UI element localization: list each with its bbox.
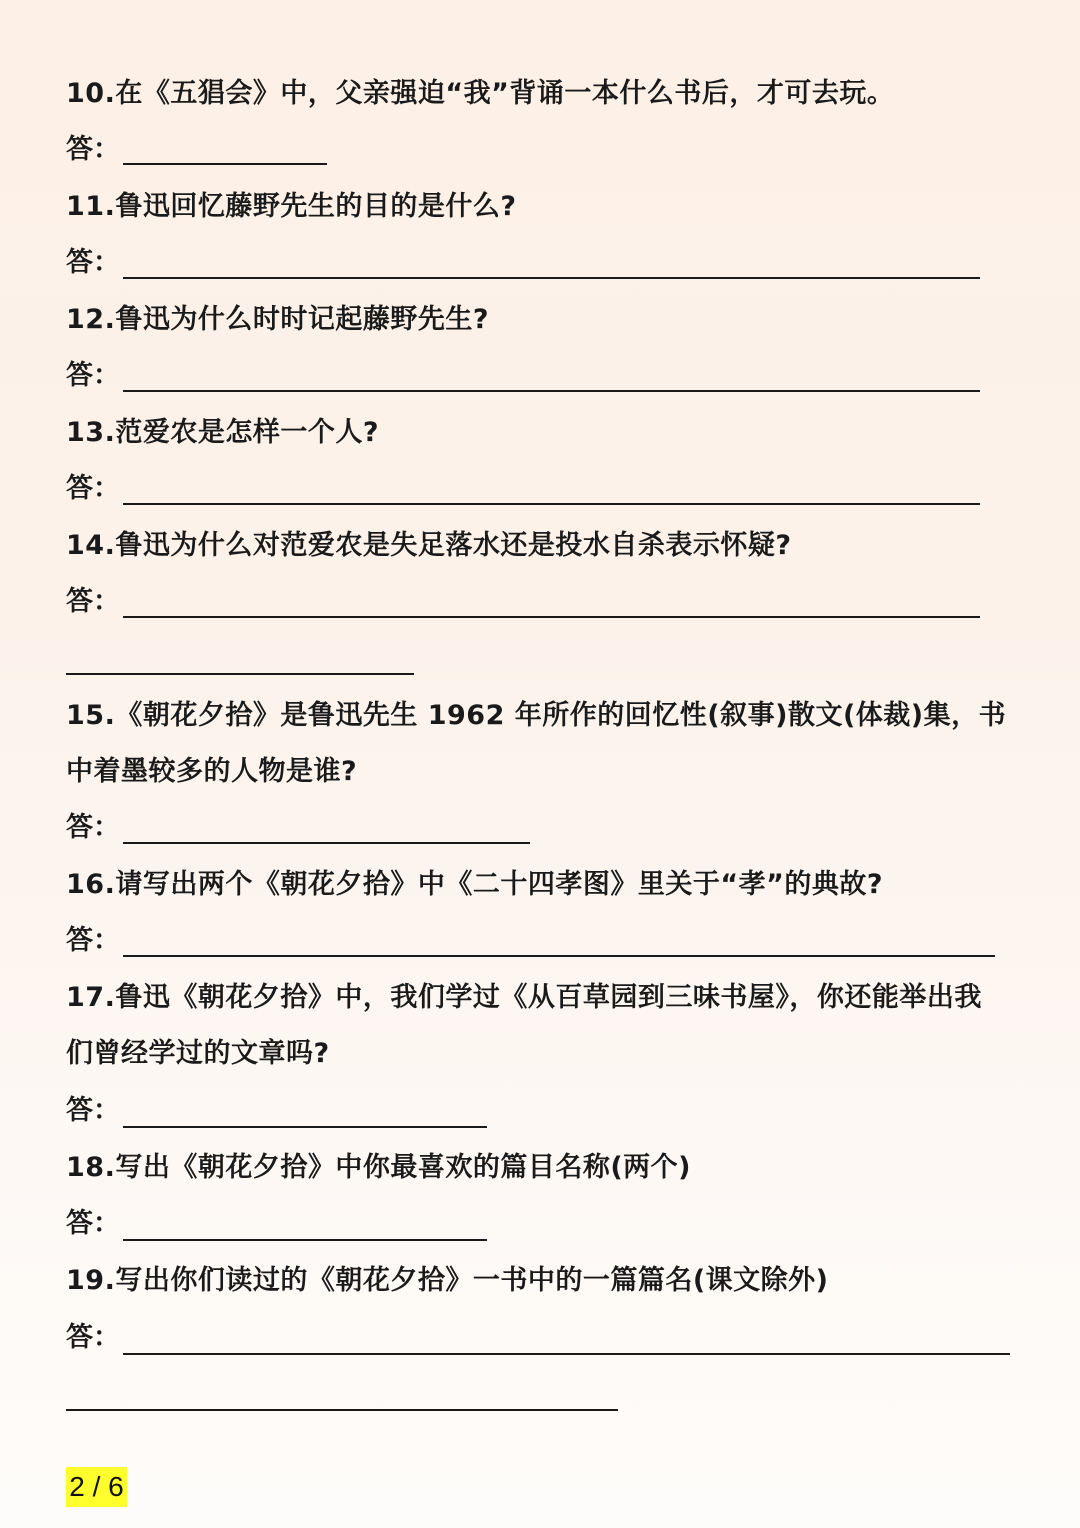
answer-label-11: 答：	[66, 247, 120, 278]
question-11: 11.鲁迅回忆藤野先生的目的是什么?	[66, 191, 517, 222]
question-12: 12.鲁迅为什么时时记起藤野先生?	[66, 304, 489, 335]
question-14: 14.鲁迅为什么对范爱农是失足落水还是投水自杀表示怀疑?	[66, 530, 792, 561]
answer-label-14: 答：	[66, 586, 120, 617]
answer-line-15[interactable]	[123, 842, 530, 844]
answer-label-13: 答：	[66, 473, 120, 504]
answer-line-13[interactable]	[123, 503, 980, 505]
answer-line-18[interactable]	[123, 1239, 487, 1241]
question-19: 19.写出你们读过的《朝花夕拾》一书中的一篇篇名(课文除外)	[66, 1265, 829, 1296]
answer-label-10: 答：	[66, 134, 120, 165]
question-10: 10.在《五猖会》中，父亲强迫“我”背诵一本什么书后，才可去玩。	[66, 78, 895, 109]
question-13: 13.范爱农是怎样一个人?	[66, 417, 379, 448]
answer-label-17: 答：	[66, 1095, 120, 1126]
answer-line-19b[interactable]	[66, 1409, 618, 1411]
answer-line-19a[interactable]	[123, 1353, 1010, 1355]
question-16: 16.请写出两个《朝花夕拾》中《二十四孝图》里关于“孝”的典故?	[66, 869, 883, 900]
answer-label-19: 答：	[66, 1322, 120, 1353]
answer-line-10[interactable]	[123, 163, 327, 165]
answer-line-16[interactable]	[123, 955, 995, 957]
answer-line-14a[interactable]	[123, 616, 980, 618]
question-15-line2: 中着墨较多的人物是谁?	[66, 756, 358, 787]
answer-label-16: 答：	[66, 925, 120, 956]
page-indicator: 2 / 6	[66, 1467, 127, 1507]
answer-label-18: 答：	[66, 1208, 120, 1239]
answer-line-14b[interactable]	[66, 673, 414, 675]
answer-line-17[interactable]	[123, 1126, 487, 1128]
answer-label-12: 答：	[66, 360, 120, 391]
answer-line-11[interactable]	[123, 277, 980, 279]
answer-line-12[interactable]	[123, 390, 980, 392]
answer-label-15: 答：	[66, 812, 120, 843]
question-17-line1: 17.鲁迅《朝花夕拾》中，我们学过《从百草园到三味书屋》，你还能举出我	[66, 982, 982, 1013]
question-18: 18.写出《朝花夕拾》中你最喜欢的篇目名称(两个)	[66, 1152, 692, 1183]
question-15-line1: 15.《朝花夕拾》是鲁迅先生 1962 年所作的回忆性(叙事)散文(体裁)集，书	[66, 700, 1007, 731]
question-17-line2: 们曾经学过的文章吗?	[66, 1038, 330, 1069]
